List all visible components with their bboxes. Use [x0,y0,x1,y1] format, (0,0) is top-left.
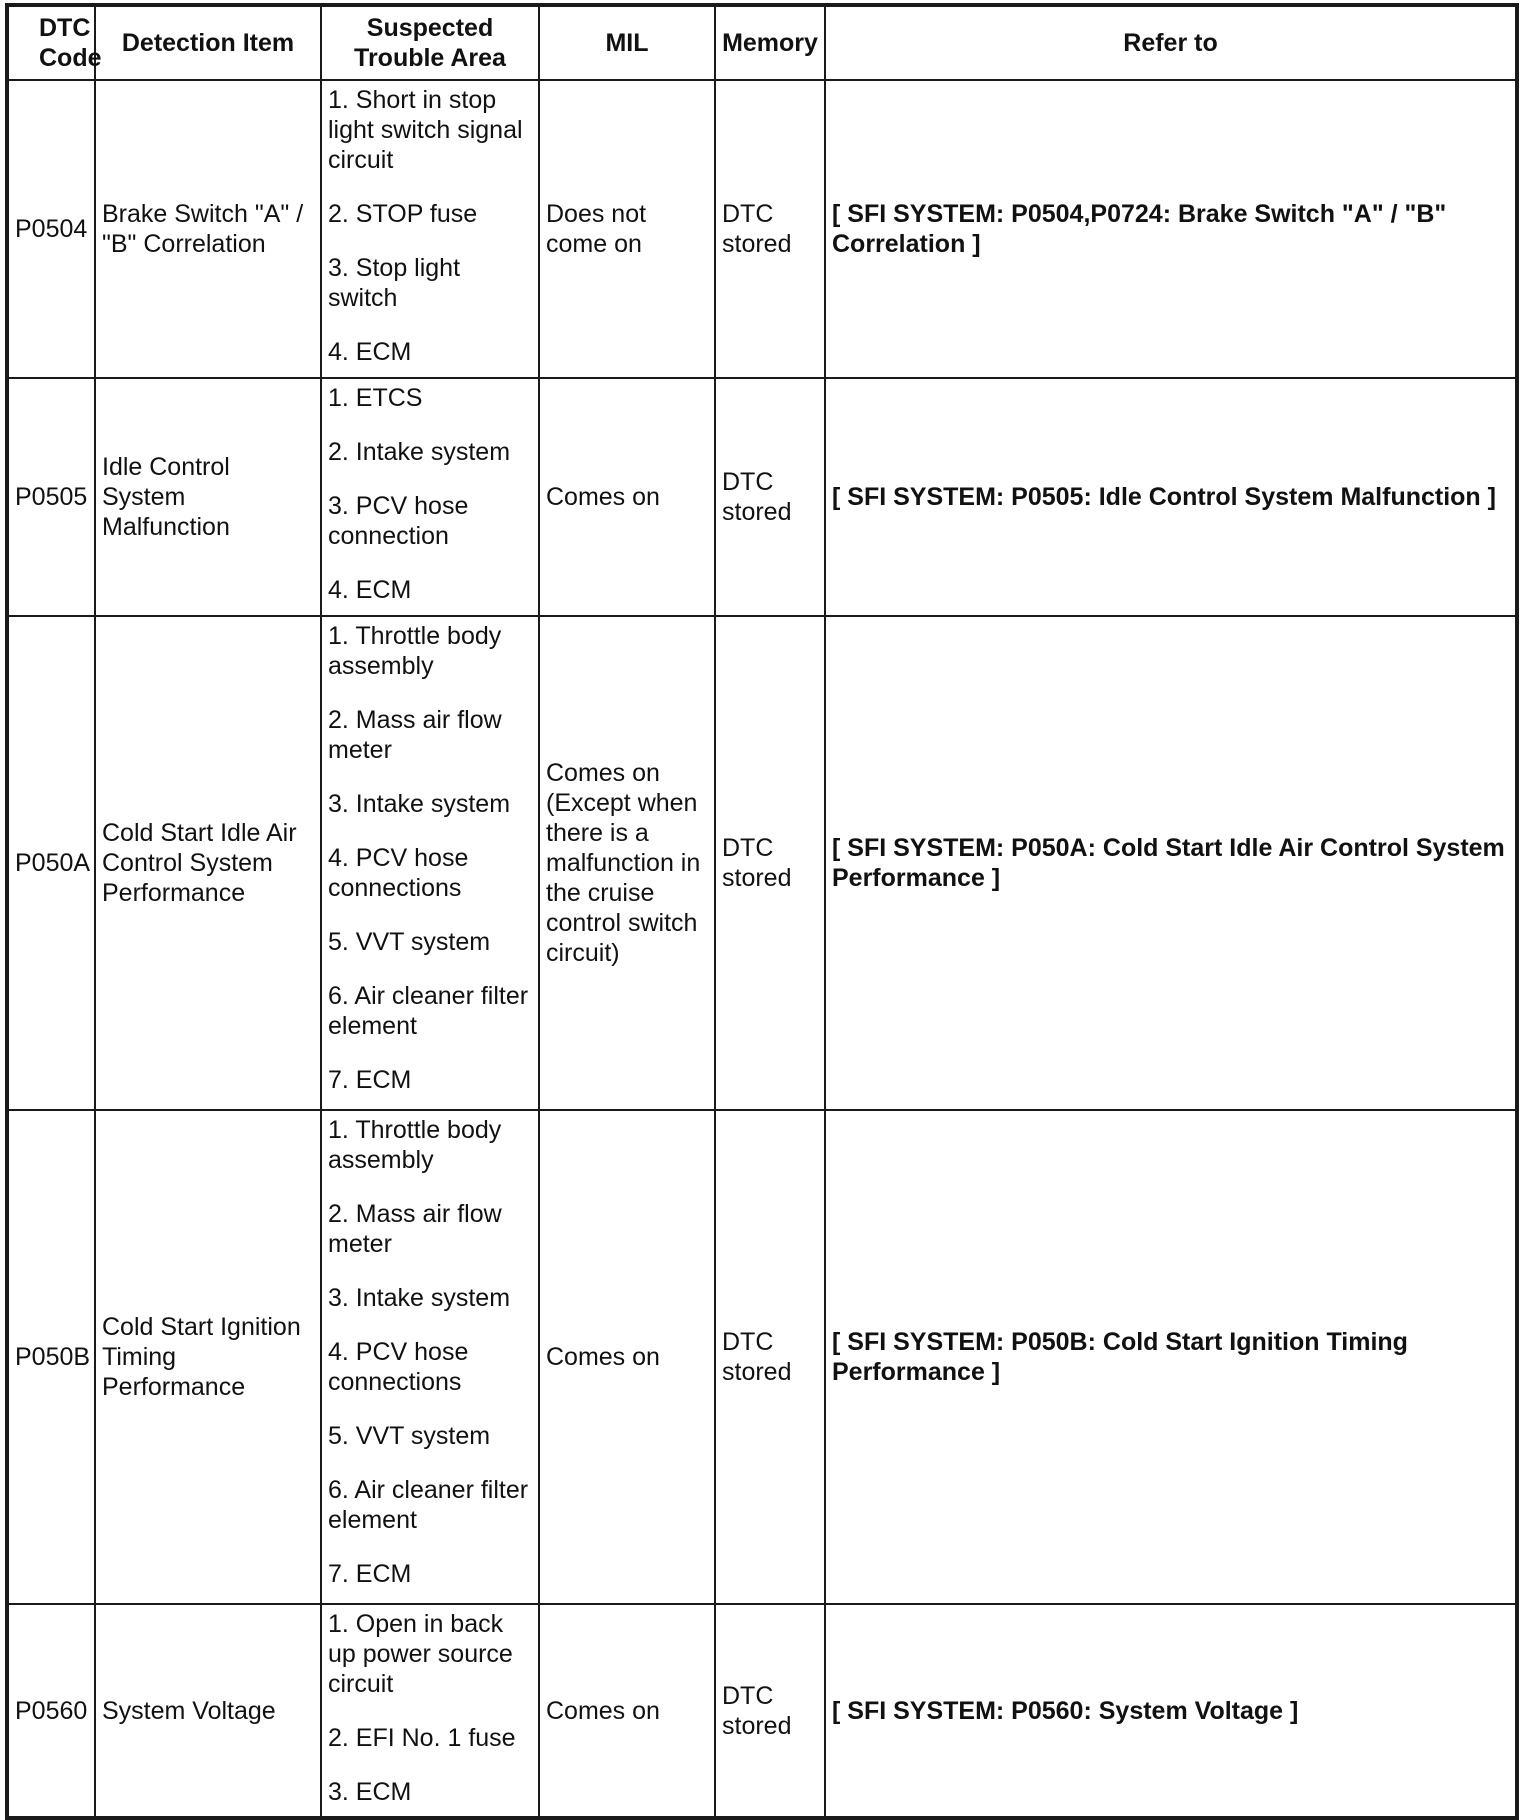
trouble-area-item: 2. Mass air flow meter [328,706,502,764]
trouble-area-item: 2. Intake system [328,438,511,466]
detection-item-cell: Idle Control System Malfunction [95,378,321,616]
mil-cell: Comes on (Except when there is a malfunction in the cruise control switch circuit) [539,616,715,1110]
header-mil: MIL [539,5,715,80]
memory-cell: DTC stored [715,378,825,616]
refer-to-link[interactable]: [ SFI SYSTEM: P050B: Cold Start Ignition Timing Performance ] [825,1110,1517,1604]
mil-cell: Comes on [539,1110,715,1604]
trouble-area-item: 2. STOP fuse [328,200,478,228]
trouble-area-item: 2. Mass air flow meter [328,1200,502,1258]
header-dtc-code: DTC Code [7,5,95,80]
suspected-trouble-area-cell [321,616,539,1110]
refer-to-link[interactable]: [ SFI SYSTEM: P050A: Cold Start Idle Air Control System Performance ] [825,616,1517,1110]
trouble-area-item: 7. ECM [328,1560,412,1588]
header-suspected-trouble-area: Suspected Trouble Area [321,5,539,80]
trouble-area-item: 7. ECM [328,1066,412,1094]
header-row [7,5,1517,80]
trouble-area-item: 1. Throttle body assembly [328,622,502,680]
table-row [7,616,1517,1110]
memory-cell: DTC stored [715,80,825,378]
detection-item-cell: Cold Start Idle Air Control System Performance [95,616,321,1110]
suspected-trouble-area-cell [321,1110,539,1604]
header-refer-to: Refer to [825,5,1517,80]
refer-to-link[interactable]: [ SFI SYSTEM: P0560: System Voltage ] [825,1604,1517,1818]
suspected-trouble-area-cell [321,1604,539,1818]
trouble-area-item: 1. Short in stop light switch signal circuit [328,86,523,174]
header-detection-item: Detection Item [95,5,321,80]
dtc-table [5,3,1519,1820]
memory-cell: DTC stored [715,1110,825,1604]
trouble-area-item: 4. ECM [328,338,412,366]
dtc-code-cell: P050A [7,616,95,1110]
dtc-code-cell: P0560 [7,1604,95,1818]
trouble-area-item: 3. Stop light switch [328,254,461,312]
trouble-area-item: 3. Intake system [328,790,511,818]
mil-cell: Does not come on [539,80,715,378]
mil-cell: Comes on [539,378,715,616]
memory-cell: DTC stored [715,1604,825,1818]
trouble-area-item: 3. ECM [328,1778,412,1806]
trouble-area-item: 3. Intake system [328,1284,511,1312]
dtc-code-cell: P0504 [7,80,95,378]
refer-to-link[interactable]: [ SFI SYSTEM: P0505: Idle Control System Malfunction ] [825,378,1517,616]
memory-cell: DTC stored [715,616,825,1110]
detection-item-cell: Cold Start Ignition Timing Performance [95,1110,321,1604]
table-row [7,378,1517,616]
trouble-area-item: 6. Air cleaner filter element [328,1476,529,1534]
refer-to-link[interactable]: [ SFI SYSTEM: P0504,P0724: Brake Switch "A" / "B" Correlation ] [825,80,1517,378]
table-row [7,80,1517,378]
trouble-area-item: 5. VVT system [328,1422,491,1450]
trouble-area-item: 4. ECM [328,576,412,604]
trouble-area-item: 6. Air cleaner filter element [328,982,529,1040]
trouble-area-item: 1. Open in back up power source circuit [328,1610,513,1698]
suspected-trouble-area-cell [321,378,539,616]
dtc-code-cell: P050B [7,1110,95,1604]
trouble-area-item: 3. PCV hose connection [328,492,469,550]
trouble-area-item: 1. ETCS [328,384,423,412]
header-memory: Memory [715,5,825,80]
suspected-trouble-area-cell [321,80,539,378]
trouble-area-item: 1. Throttle body assembly [328,1116,502,1174]
table-row [7,1604,1517,1818]
table-row [7,1110,1517,1604]
dtc-table-container [5,3,1515,1813]
detection-item-cell: System Voltage [95,1604,321,1818]
detection-item-cell: Brake Switch "A" / "B" Correlation [95,80,321,378]
mil-cell: Comes on [539,1604,715,1818]
trouble-area-item: 4. PCV hose connections [328,1338,469,1396]
trouble-area-item: 5. VVT system [328,928,491,956]
trouble-area-item: 4. PCV hose connections [328,844,469,902]
trouble-area-item: 2. EFI No. 1 fuse [328,1724,516,1752]
dtc-code-cell: P0505 [7,378,95,616]
